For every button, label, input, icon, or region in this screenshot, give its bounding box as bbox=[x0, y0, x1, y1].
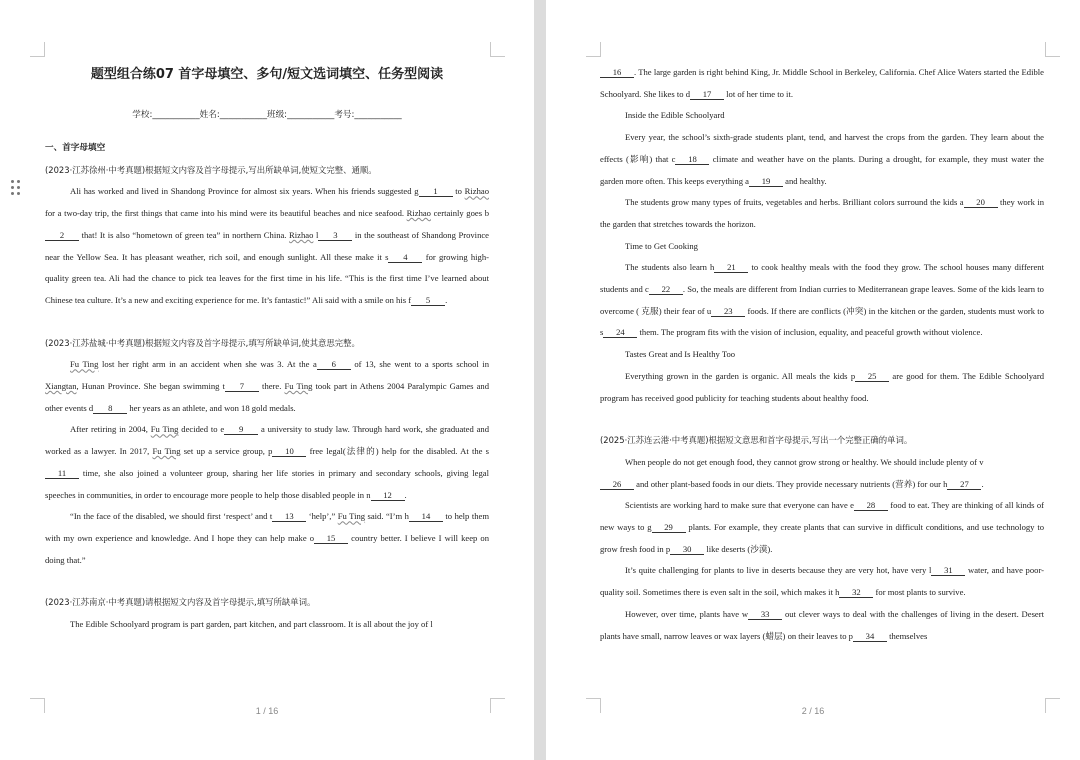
page-1 bbox=[0, 0, 534, 760]
page-number: 1 / 16 bbox=[255, 706, 279, 716]
blank[interactable]: 28 bbox=[854, 500, 888, 511]
question-intro: (2023·江苏南京·中考真题)请根据短文内容及首字母提示,填写所缺单词。 bbox=[45, 597, 316, 608]
blank[interactable]: 9 bbox=[224, 424, 258, 435]
blank[interactable]: 17 bbox=[690, 89, 724, 100]
passage-paragraph: It’s quite challenging for plants to live in deserts because they are very hot, have very l 31 water, and have poor-quality soil. Sometimes there is even salt in the soil, which makes it h 32 for most plants to survive. bbox=[600, 565, 1044, 598]
passage-paragraph: Everything grown in the garden is organic. All meals the kids p 25 are good for them. The Edible Schoolyard program has received good publicity for teaching students about healthy food. bbox=[600, 370, 1044, 403]
blank[interactable]: 30 bbox=[670, 544, 704, 555]
student-info-line: 学校:___________姓名:___________班级:___________考号:___________ bbox=[132, 110, 402, 120]
passage-paragraph: The students grow many types of fruits, vegetables and herbs. Brilliant colors surround the kids a 20 they work in the garden that stretches towards the horizon. bbox=[600, 197, 1045, 229]
doc-title: 题型组合练07 首字母填空、多句/短文选词填空、任务型阅读 bbox=[90, 67, 444, 82]
page-1-content bbox=[45, 60, 489, 636]
drag-handle-icon[interactable] bbox=[11, 180, 23, 198]
page-2-content bbox=[600, 62, 1044, 647]
question-intro: (2023·江苏徐州·中考真题)根据短文内容及首字母提示,写出所缺单词,使短文完整、通顺。 bbox=[45, 164, 377, 175]
passage-subheading: Tastes Great and Is Healthy Too bbox=[625, 349, 736, 360]
passage-paragraph: The students also learn h 21 to cook healthy meals with the food they grow. The school houses many different students and c 22 . So, the meals are different from Indian curries to Mediterranean grape leaves. Some of the kids learn to overcome ( 克服) their fear of u 23 foods. If there are conflicts (冲突) in the kitchen or the garden, students must work to s 24 them. The program fits with the vision of inclusion, equality, and peaceful growth without violence. bbox=[600, 262, 1044, 338]
blank[interactable]: 15 bbox=[314, 533, 348, 544]
blank[interactable]: 5 bbox=[411, 295, 445, 306]
passage-paragraph: 16 . The large garden is right behind King, Jr. Middle School in Berkeley, California. Chef Alice Waters started the Edible Schoolyard. She likes to d 17 lot of her time to it. bbox=[600, 67, 1044, 99]
passage-paragraph: Ali has worked and lived in Shandong Province for almost six years. When his friends suggested g 1 to Rizhao for a two-day trip, the first things that came into his mind were its beautiful beaches and nice seafood. Rizhao certainly goes b2 that! It is also “hometown of green tea” in northern China. Rizhao l 3 in the southeast of Shandong Province near the Yellow Sea. It has pleasant weather, rich soil, and enough sunlight. All these make it s 4 for growing high-quality green tea. Ali had the chance to pick tea leaves for the first time in his life. “This is the first time I’ve learned about Chinese tea culture. It’s a new and exciting experience for me. It’s fantastic!” Ali said with a smile on his f 5 . bbox=[45, 186, 490, 305]
passage-paragraph: Every year, the school’s sixth-grade students plant, tend, and harvest the crops from the garden. They learn about the effects (影响) that c 18 climate and weather have on the plants. During a drought, for example, they must water the garden more often. This keeps everything a 19 and healthy. bbox=[600, 132, 1044, 186]
page-2 bbox=[546, 0, 1080, 760]
blank[interactable]: 2 bbox=[45, 230, 79, 241]
blank[interactable]: 21 bbox=[714, 262, 748, 273]
passage-paragraph: 26 and other plant-based foods in our diets. They provide necessary nutrients (营养) for our h 27 . bbox=[600, 474, 1044, 496]
blank[interactable]: 25 bbox=[855, 371, 889, 382]
blank[interactable]: 16 bbox=[600, 67, 634, 78]
blank[interactable]: 3 bbox=[318, 230, 352, 241]
blank[interactable]: 1 bbox=[419, 186, 453, 197]
blank[interactable]: 18 bbox=[675, 154, 709, 165]
passage-paragraph: “In the face of the disabled, we should first ‘respect’ and t 13 ‘help’,” Fu Ting said. “I’m h 14 to help them with my own experience and knowledge. And I hope they can help make o 15 country better. I believe I will keep on doing that.” bbox=[45, 511, 490, 565]
page-gutter bbox=[534, 0, 546, 760]
question-intro: (2023·江苏盐城·中考真题)根据短文内容及首字母提示,填写所缺单词,使其意思完整。 bbox=[45, 337, 360, 348]
crop-mark bbox=[30, 42, 45, 57]
blank[interactable]: 27 bbox=[947, 479, 981, 490]
passage-paragraph: After retiring in 2004, Fu Ting decided to e 9 a university to study law. Through hard work, she graduated and worked as a lawyer. In 2017, Fu Ting set up a service group, p 10 free legal(法律的) help for the disabled. At the s11 time, she also joined a volunteer group, sharing her life stories in primary and secondary schools, giving legal speeches in communities, in order to encourage more people to help those disabled people in n 12 . bbox=[45, 424, 490, 500]
section-heading: 一、首字母填空 bbox=[45, 143, 106, 153]
crop-mark bbox=[490, 42, 505, 57]
passage-paragraph: However, over time, plants have w 33 out clever ways to deal with the challenges of living in the desert. Desert plants have small, narrow leaves or wax layers (蜡层) on their leaves to p 34 themselves bbox=[600, 608, 1044, 641]
page-number: 2 / 16 bbox=[801, 706, 825, 716]
blank[interactable]: 24 bbox=[603, 327, 637, 338]
question-intro: (2025·江苏连云港·中考真题)根据短文意思和首字母提示,写出一个完整正确的单词。 bbox=[600, 435, 913, 446]
blank[interactable]: 7 bbox=[225, 381, 259, 392]
passage-paragraph: Scientists are working hard to make sure that everyone can have e 28 food to eat. They are thinking of all kinds of new ways to g 29 plants. For example, they create plants that can survive in difficult conditions, and use technology to grow fresh food in p 30 like deserts (沙漠). bbox=[600, 500, 1045, 554]
blank[interactable]: 22 bbox=[649, 284, 683, 295]
blank[interactable]: 13 bbox=[272, 511, 306, 522]
blank[interactable]: 19 bbox=[749, 176, 783, 187]
blank[interactable]: 29 bbox=[652, 522, 686, 533]
blank[interactable]: 8 bbox=[93, 403, 127, 414]
blank[interactable]: 11 bbox=[45, 468, 79, 479]
blank[interactable]: 32 bbox=[839, 587, 873, 598]
crop-mark bbox=[586, 42, 601, 57]
passage-paragraph: The Edible Schoolyard program is part garden, part kitchen, and part classroom. It is all about the joy of l bbox=[70, 619, 433, 630]
blank[interactable]: 12 bbox=[371, 490, 405, 501]
blank[interactable]: 10 bbox=[272, 446, 306, 457]
passage-paragraph: Fu Ting lost her right arm in an accident when she was 3. At the a 6 of 13, she went to a sports school in Xiangtan, Hunan Province. She began swimming t 7 there. Fu Ting took part in Athens 2004 Paralympic Games and other events d 8 her years as an athlete, and won 18 gold medals. bbox=[45, 359, 490, 413]
blank[interactable]: 34 bbox=[853, 631, 887, 642]
crop-mark bbox=[1045, 42, 1060, 57]
blank[interactable]: 6 bbox=[317, 359, 351, 370]
passage-subheading: Time to Get Cooking bbox=[625, 240, 698, 251]
blank[interactable]: 23 bbox=[711, 306, 745, 317]
blank[interactable]: 31 bbox=[931, 565, 965, 576]
passage-subheading: Inside the Edible Schoolyard bbox=[625, 110, 725, 121]
blank[interactable]: 20 bbox=[964, 197, 998, 208]
blank[interactable]: 14 bbox=[409, 511, 443, 522]
blank[interactable]: 33 bbox=[748, 609, 782, 620]
blank[interactable]: 4 bbox=[388, 252, 422, 263]
passage-paragraph: When people do not get enough food, they cannot grow strong or healthy. We should include plenty of v bbox=[625, 456, 984, 467]
blank[interactable]: 26 bbox=[600, 479, 634, 490]
